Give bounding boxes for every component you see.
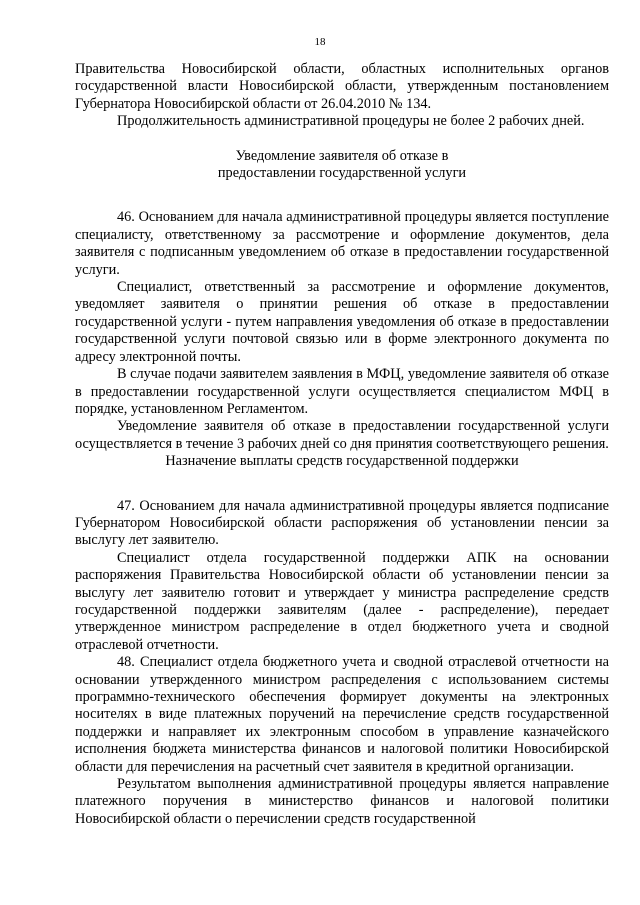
heading-line: Уведомление заявителя об отказе в: [235, 147, 449, 164]
section-heading: Назначение выплаты средств государственной поддержки: [165, 453, 519, 470]
paragraph: В случае подачи заявителем заявления в МФЦ, уведомление заявителя об отказе в предоставлении государственной услуги осуществляется специалистом МФЦ в порядке, установленном Регламентом.: [75, 366, 609, 417]
paragraph: Специалист отдела государственной поддержки АПК на основании распоряжения Правительства Новосибирской области об установлении пенсии за выслугу лет заявителю готовит и утверждает у министра распределение средств государственной поддержки заявителям (далее - распределение), передает утвержденное министром распределение в отдел бюджетного учета и сводной отраслевой отчетности.: [75, 549, 609, 653]
paragraph: 46. Основанием для начала административной процедуры является поступление специалисту, ответственному за рассмотрение и оформление документов, дела заявителя с подписанным уведомлением об отказе в предоставлении государственной услуги.: [75, 209, 609, 278]
document-body: [75, 61, 609, 828]
heading-line: предоставлении государственной услуги: [217, 165, 467, 182]
paragraph: Уведомление заявителя об отказе в предоставлении государственной услуги осуществляется в течение 3 рабочих дней со дня принятия соответствующего решения.: [75, 418, 609, 452]
paragraph: Специалист, ответственный за рассмотрение и оформление документов, уведомляет заявителя о принятии решения об отказе в предоставлении государственной услуги - путем направления уведомления об отказе в предоставлении государственной услуги почтовой связью или в форме электронного документа по адресу электронной почты.: [75, 279, 609, 365]
paragraph: 47. Основанием для начала административной процедуры является подписание Губернатором Новосибирской области распоряжения об установлении пенсии за выслугу лет заявителю.: [75, 497, 609, 549]
spacer: [75, 471, 609, 498]
section-heading: [75, 148, 609, 183]
paragraph: Правительства Новосибирской области, областных исполнительных органов государственной власти Новосибирской области, утвержденным постановлением Губернатора Новосибирской области от 26.04.2010 № 134.: [75, 61, 609, 112]
paragraph: Результатом выполнения административной процедуры является направление платежного поручения в министерство финансов и налоговой политики Новосибирской области о перечислении средств государственной: [75, 776, 609, 827]
spacer: [75, 131, 609, 148]
spacer: [75, 182, 609, 209]
page-number: 18: [314, 36, 326, 48]
paragraph: 48. Специалист отдела бюджетного учета и сводной отраслевой отчетности на основании утвержденного министром распределения с использованием системы программно-технического обеспечения формирует документы на электронных носителях в виде платежных поручений на перечисление средств государственной поддержки и направляет их электронным способом в управление казначейского исполнения бюджета министерства финансов и налоговой политики Новосибирской области для перечисления на расчетный счет заявителя в кредитной организации.: [75, 654, 609, 775]
paragraph: Продолжительность административной процедуры не более 2 рабочих дней.: [117, 113, 585, 130]
